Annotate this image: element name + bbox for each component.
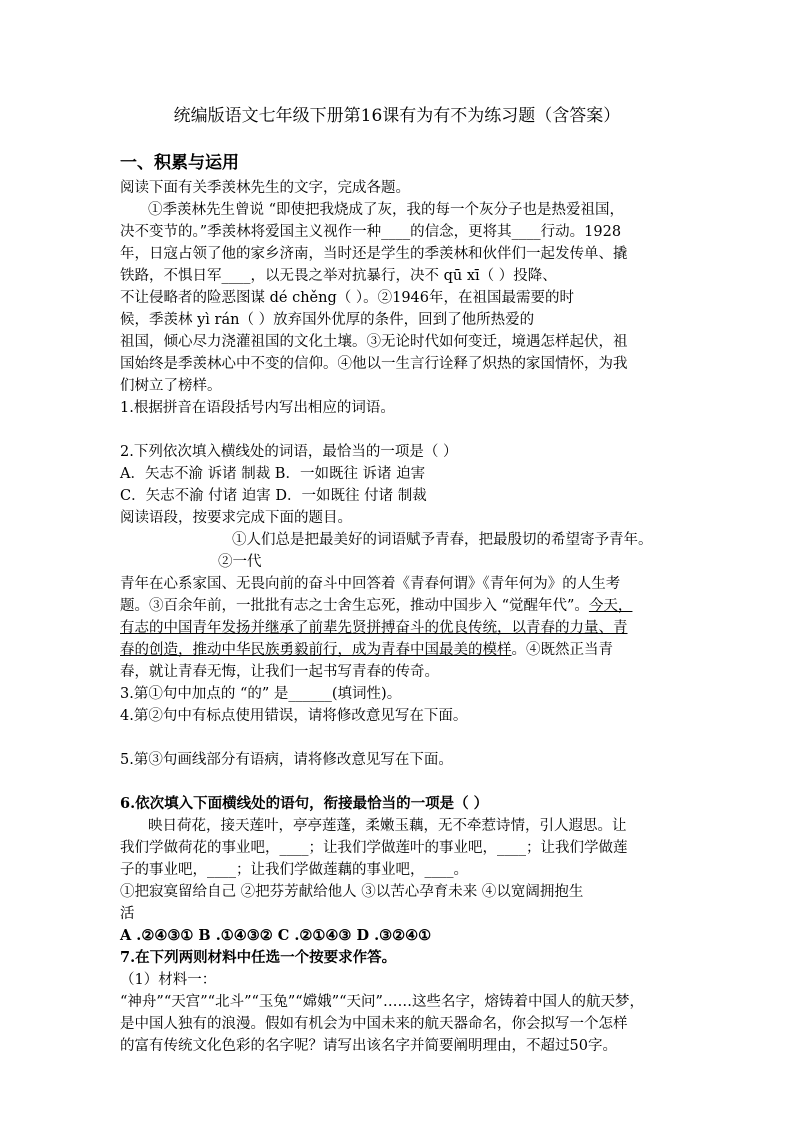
question-2: 2.下列依次填入横线处的词语，最恰当的一项是（ ） bbox=[120, 444, 458, 460]
paragraph-line: 铁路，不惧日军____，以无畏之举对抗暴行，决不 qū xī（ ）投降、 bbox=[120, 268, 557, 284]
option-line: ①把寂寞留给自己 ②把芬芳献给他人 ③以苦心孕育未来 ④以宽阔拥抱生 bbox=[120, 884, 584, 900]
question-7: 7.在下列两则材料中任选一个按要求作答。 bbox=[120, 949, 397, 966]
section-heading: 一、积累与运用 bbox=[120, 153, 239, 173]
underlined-text: 有志的中国青年发扬并继承了前辈先贤拼搏奋斗的优良传统，以青春的力量、青 bbox=[120, 620, 628, 636]
paragraph-line: 国始终是季羡林心中不变的信仰。④他以一生言行诠释了炽热的家国情怀，为我 bbox=[120, 356, 628, 372]
option-line: A .②④③① B .①④③② C .②①④③ D .③②④① bbox=[120, 927, 432, 944]
question-1: 1.根据拼音在语段括号内写出相应的词语。 bbox=[120, 400, 395, 416]
underlined-text: 今天， bbox=[588, 598, 633, 614]
paragraph-line: 决不变节的。”季羡林将爱国主义视作一种____的信念，更将其____行动。1928 bbox=[120, 224, 622, 240]
subquestion-label: （1）材料一： bbox=[120, 972, 217, 988]
paragraph-line: 我们学做荷花的事业吧，____；让我们学做莲叶的事业吧，____；让我们学做莲 bbox=[120, 840, 628, 856]
paragraph-line: 的富有传统文化色彩的名字呢？请写出该名字并简要阐明理由，不超过50字。 bbox=[120, 1038, 617, 1054]
intro-text: 阅读下面有关季羡林先生的文字，完成各题。 bbox=[120, 180, 410, 196]
paragraph-line: ①人们总是把最美好的词语赋予青春，把最殷切的希望寄予青年。 bbox=[232, 532, 653, 548]
text-segment: 。④既然正当青 bbox=[511, 642, 613, 658]
underlined-text: 春的创造，推动中华民族勇毅前行，成为青春中国最美的模样 bbox=[120, 642, 512, 658]
page-title: 统编版语文七年级下册第16课有为有不为练习题（含答案） bbox=[173, 106, 621, 126]
paragraph-line bbox=[120, 595, 632, 617]
paragraph-line: 青年在心系家国、无畏向前的奋斗中回答着《青春何谓》《青年何为》的人生考 bbox=[120, 576, 621, 592]
paragraph-line: 映日荷花，接天莲叶，亭亭莲蓬，柔嫩玉藕，无不牵惹诗情，引人遐思。让 bbox=[148, 818, 627, 834]
text-segment: 题。③百余年前，一批批有志之士舍生忘死，推动中国步入 “觉醒年代”。 bbox=[120, 598, 589, 614]
option-line: A．矢志不渝 诉诸 制裁 B．一如既往 诉诸 迫害 bbox=[120, 466, 426, 482]
paragraph-line: 们树立了榜样。 bbox=[120, 378, 222, 394]
paragraph-line: “神舟”“天宫”“北斗”“玉兔”“嫦娥”“天问”……这些名字，熔铸着中国人的航天梦， bbox=[120, 994, 644, 1010]
paragraph-line: 是中国人独有的浪漫。假如有机会为中国未来的航天器命名，你会拟写一个怎样 bbox=[120, 1016, 628, 1032]
paragraph-line: 春，就让青春无悔，让我们一起书写青春的传奇。 bbox=[120, 664, 439, 680]
intro-text: 阅读语段，按要求完成下面的题目。 bbox=[120, 510, 352, 526]
paragraph-line: 子的事业吧，____；让我们学做莲藕的事业吧，____。 bbox=[120, 862, 468, 878]
paragraph-line: 不让侵略者的险恶图谋 dé chěng（ ）。②1946年，在祖国最需要的时 bbox=[120, 290, 575, 306]
paragraph-line: 年，日寇占领了他的家乡济南，当时还是学生的季羡林和伙伴们一起发传单、撬 bbox=[120, 246, 628, 262]
question-4: 4.第②句中有标点使用错误，请将修改意见写在下面。 bbox=[120, 708, 468, 724]
option-line: C．矢志不渝 付诸 迫害 D．一如既往 付诸 制裁 bbox=[120, 488, 427, 504]
option-line: 活 bbox=[120, 906, 135, 922]
question-3: 3.第①句中加点的 “的” 是______(填词性)。 bbox=[120, 686, 402, 702]
paragraph-line: 候，季羡林 yì rán（ ）放弃国外优厚的条件，回到了他所热爱的 bbox=[120, 312, 535, 328]
paragraph-line: ①季羡林先生曾说 “即使把我烧成了灰，我的每一个灰分子也是热爱祖国， bbox=[148, 202, 625, 218]
question-5: 5.第③句画线部分有语病，请将修改意见写在下面。 bbox=[120, 752, 453, 768]
paragraph-line: ②一代 bbox=[218, 554, 262, 570]
paragraph-line bbox=[120, 639, 613, 661]
paragraph-line: 祖国，倾心尽力浇灌祖国的文化土壤。③无论时代如何变迁，境遇怎样起伏，祖 bbox=[120, 334, 628, 350]
question-6: 6.依次填入下面横线处的语句，衔接最恰当的一项是（ ） bbox=[120, 795, 489, 812]
